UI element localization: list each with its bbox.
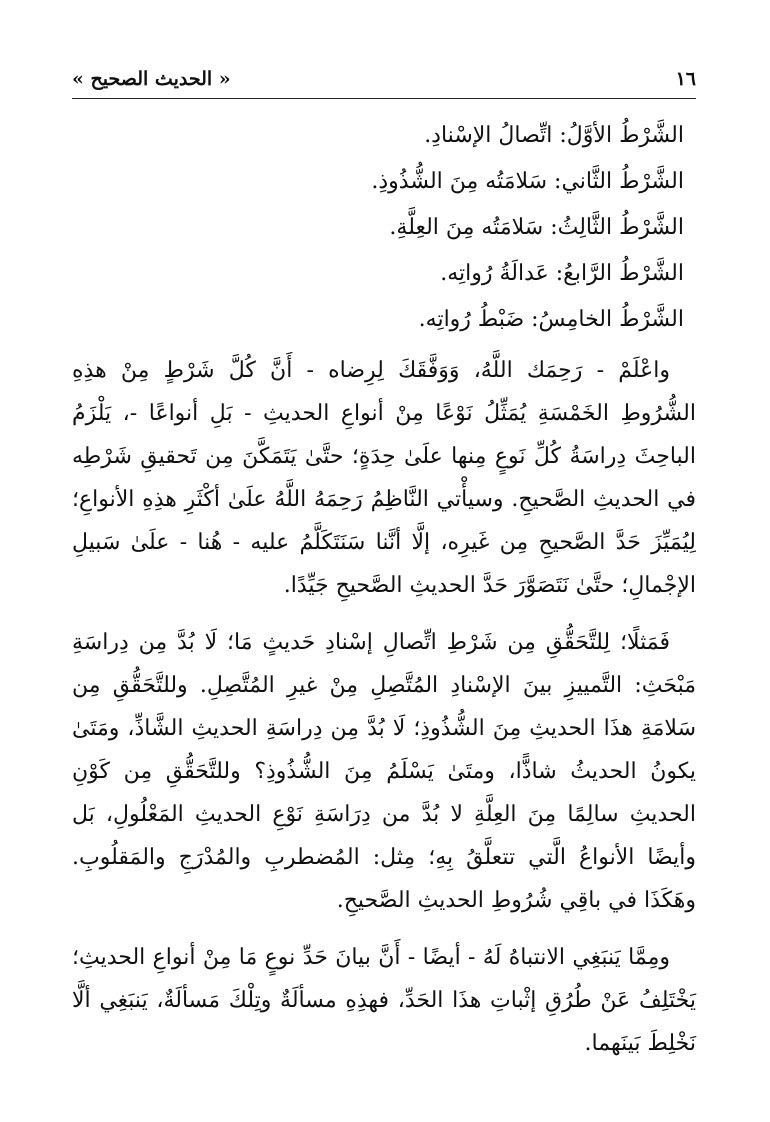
condition-item: الشَّرْطُ الرَّابعُ: عَدالَةُ رُواتِه. bbox=[440, 261, 684, 286]
running-header bbox=[72, 60, 696, 90]
book-page bbox=[72, 60, 696, 1065]
body-paragraph: ومِمَّا يَنبَغِي الانتباهُ لَهُ - أيضًا - أَنَّ بيانَ حَدِّ نوعٍ مَا مِنْ أنواعِ الحديثِ؛ يَخْتَلِفُ عَنْ طُرُقِ إثْباتِ هذَا الحَدِّ، فهذِهِ مسألَةٌ وتِلْكَ مَسألَةٌ، يَنبَغِي ألَّا نَخْلِطَ بَينَهما. bbox=[72, 945, 696, 1056]
body-paragraph: فَمَثلًا؛ لِلتَّحَقُّقِ مِن شَرْطِ اتِّصالِ إسْنادِ حَديثٍ مَا؛ لَا بُدَّ مِن دِراسَةِ مَبْحَثِ: التَّمييزِ بينَ الإسْنادِ المُتَّصِلِ مِنْ غيرِ المُتَّصِلِ. وللتَّحَقُّقِ مِن سَلامَةِ هذَا الحديثِ مِنَ الشُّذُوذِ؛ لَا بُدَّ مِن دِراسَةِ الحديثِ الشَّاذِّ، ومَتَىٰ يكونُ الحديثُ شاذًّا، ومتَىٰ يَسْلَمُ مِنَ الشُّذُوذِ؟ وللتَّحَقُّقِ مِن كَوْنِ الحديثِ سالِمًا مِنَ العِلَّةِ لا بُدَّ من دِرَاسَةِ نَوْعِ الحديثِ المَعْلُولِ، بَل وأيضًا الأنواعُ الَّتي تتعلَّقُ بِهِ؛ مِثل: المُضطربِ والمُدْرَجِ والمَقلُوبِ. وهَكَذَا في باقِي شُرُوطِ الحديثِ الصَّحيحِ. bbox=[72, 630, 696, 913]
conditions-list bbox=[72, 113, 696, 343]
running-title: « الحديث الصحيح » bbox=[72, 68, 231, 90]
body-paragraph: واعْلَمْ - رَحِمَك اللَّهُ، وَوَفَّقَكَ لِرِضاه - أَنَّ كُلَّ شَرْطٍ مِنْ هذِهِ الشُّرُوطِ الخَمْسَةِ يُمَثِّلُ نَوْعًا مِنْ أنواعِ الحديثِ - بَلِ أنواعًا -، يَلْزَمُ الباحِثَ دِراسَةُ كُلِّ نَوعٍ مِنها علَىٰ حِدَةٍ؛ حتَّىٰ يَتَمَكَّنَ مِن تَحقيقِ شَرْطِه في الحديثِ الصَّحيحِ. وسيأْتي النَّاظِمُ رَحِمَهُ اللَّهُ علَىٰ أكْثَرِ هذِهِ الأنواعِ؛ لِيُمَيِّزَ حَدَّ الصَّحيحِ مِن غَيرِه، إلَّا أنَّنا سَنَتَكَلَّمُ عليه - هُنا - علَىٰ سَبيلِ الإجْمالِ؛ حتَّىٰ نَتَصَوَّرَ حَدَّ الحديثِ الصَّحيحِ جَيِّدًا. bbox=[72, 358, 696, 598]
condition-item: الشَّرْطُ الثَّاني: سَلامَتُه مِنَ الشُّذُوذِ. bbox=[371, 169, 684, 194]
header-divider bbox=[72, 98, 696, 99]
condition-item: الشَّرْطُ الثَّالِثُ: سَلامَتُه مِنَ العِلَّةِ. bbox=[389, 215, 684, 240]
condition-item: الشَّرْطُ الأوَّلُ: اتِّصالُ الإسْنادِ. bbox=[424, 123, 684, 148]
page-number: ١٦ bbox=[675, 68, 696, 90]
condition-item: الشَّرْطُ الخامِسُ: ضَبْطُ رُواتِه. bbox=[418, 307, 684, 332]
